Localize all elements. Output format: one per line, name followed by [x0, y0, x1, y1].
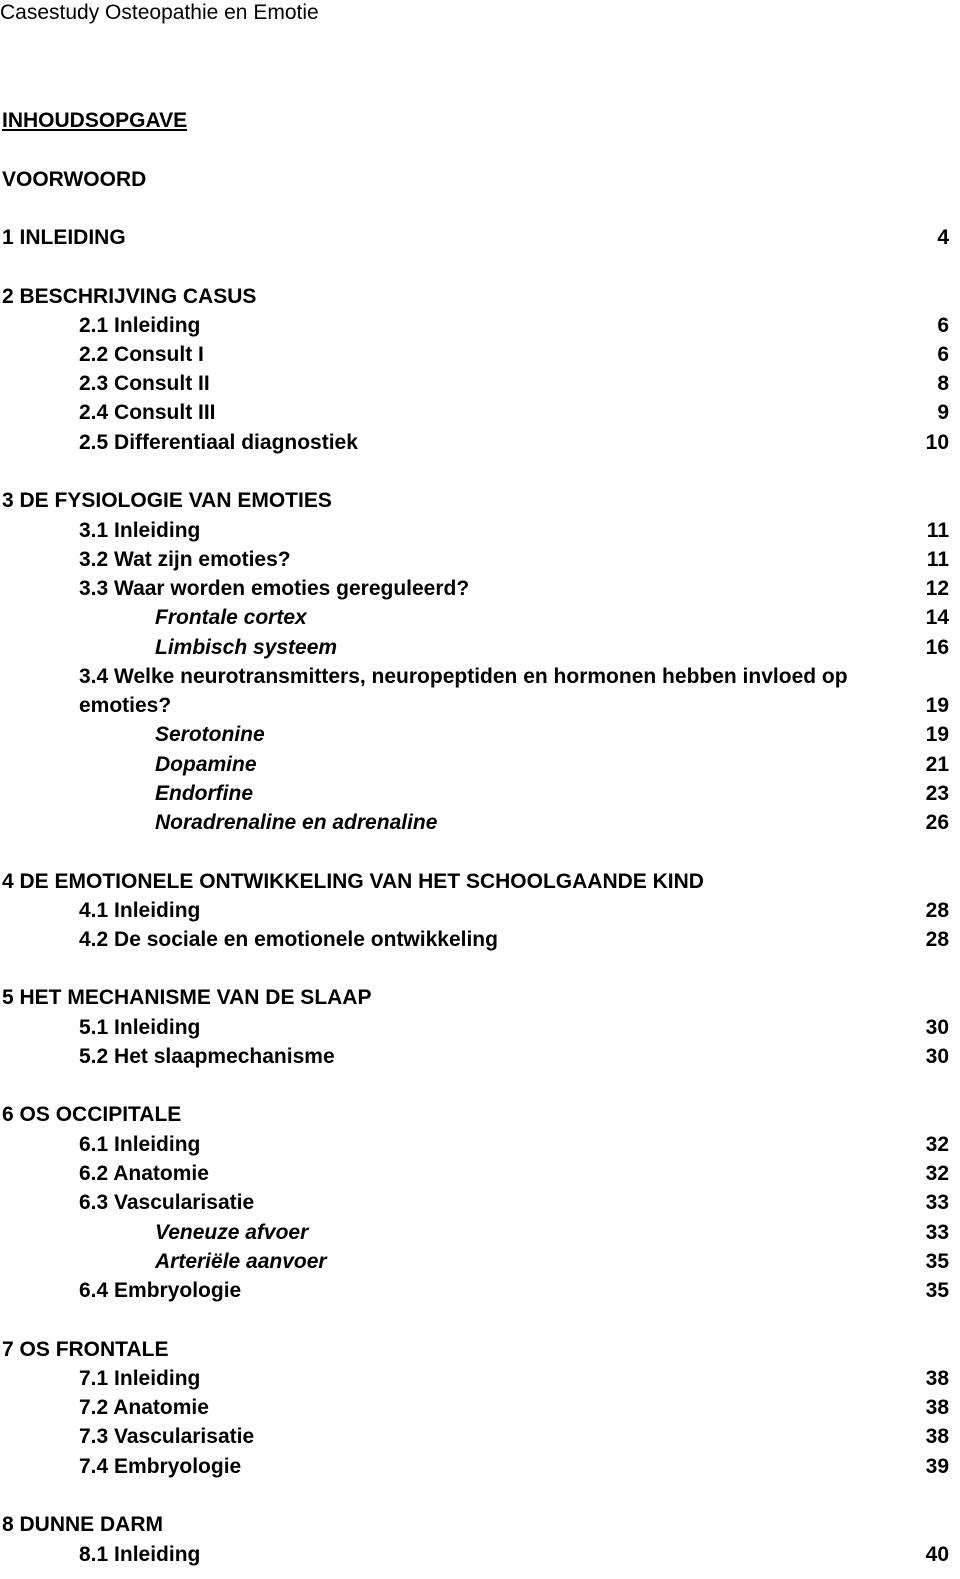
- toc-page-number: 4: [937, 226, 949, 249]
- toc-section: 7.1 Inleiding: [79, 1367, 201, 1390]
- toc-page-number: 21: [925, 753, 949, 776]
- toc-page-number: 14: [925, 606, 949, 629]
- toc-subsection: Dopamine: [155, 753, 257, 776]
- toc-section: 8.1 Inleiding: [79, 1543, 201, 1566]
- toc-page-number: 28: [925, 928, 949, 951]
- toc-chapter: 5 HET MECHANISME VAN DE SLAAP: [2, 986, 372, 1009]
- toc-page-number: 32: [925, 1133, 949, 1156]
- toc-page-number: 11: [926, 519, 949, 542]
- toc-section: 2.5 Differentiaal diagnostiek: [79, 431, 358, 454]
- toc-page-number: 19: [925, 694, 949, 717]
- toc-page-number: 16: [925, 636, 949, 659]
- toc-page-number: 39: [925, 1455, 949, 1478]
- toc-section: 4.2 De sociale en emotionele ontwikkeling: [79, 928, 498, 951]
- toc-page-number: 30: [925, 1045, 949, 1068]
- toc-subsection: Serotonine: [155, 723, 265, 746]
- toc-subsection: Limbisch systeem: [155, 636, 338, 659]
- toc-chapter: 2 BESCHRIJVING CASUS: [2, 285, 257, 308]
- toc-page-number: 28: [925, 899, 949, 922]
- toc-page-number: 35: [925, 1279, 949, 1302]
- toc-page-number: 10: [925, 431, 949, 454]
- toc-subsection: Endorfine: [155, 782, 253, 805]
- toc-page-number: 33: [925, 1191, 949, 1214]
- toc-subsection: Arteriële aanvoer: [155, 1250, 327, 1273]
- document-header-title: Casestudy Osteopathie en Emotie: [0, 1, 319, 24]
- toc-section: 7.2 Anatomie: [79, 1396, 209, 1419]
- toc-section: 2.4 Consult III: [79, 401, 216, 424]
- toc-chapter: 6 OS OCCIPITALE: [2, 1103, 182, 1126]
- toc-section: 4.1 Inleiding: [79, 899, 201, 922]
- toc-section: 2.1 Inleiding: [79, 314, 201, 337]
- toc-page-number: 40: [925, 1543, 949, 1566]
- toc-page-number: 12: [925, 577, 949, 600]
- toc-chapter: 8 DUNNE DARM: [2, 1513, 164, 1536]
- toc-page-number: 26: [925, 811, 949, 834]
- toc-page-number: 8: [937, 372, 949, 395]
- toc-chapter: INHOUDSOPGAVE: [2, 109, 188, 132]
- toc-page-number: 35: [925, 1250, 949, 1273]
- toc-page-number: 32: [925, 1162, 949, 1185]
- toc-page-number: 38: [925, 1425, 949, 1448]
- toc-chapter: 1 INLEIDING: [2, 226, 126, 249]
- toc-chapter: 7 OS FRONTALE: [2, 1338, 169, 1361]
- toc-subsection: Veneuze afvoer: [155, 1221, 309, 1244]
- toc-page-number: 11: [926, 548, 949, 571]
- toc-chapter: 3 DE FYSIOLOGIE VAN EMOTIES: [2, 489, 332, 512]
- toc-section: 7.3 Vascularisatie: [79, 1425, 255, 1448]
- toc-page-number: 23: [925, 782, 949, 805]
- toc-section: 7.4 Embryologie: [79, 1455, 242, 1478]
- toc-section: 2.2 Consult I: [79, 343, 204, 366]
- toc-page-number: 9: [937, 401, 949, 424]
- toc-section: 5.2 Het slaapmechanisme: [79, 1045, 335, 1068]
- toc-section: 6.2 Anatomie: [79, 1162, 209, 1185]
- toc-page-number: 38: [925, 1396, 949, 1419]
- toc-section: 6.4 Embryologie: [79, 1279, 242, 1302]
- toc-section: 6.3 Vascularisatie: [79, 1191, 255, 1214]
- toc-page-number: 6: [937, 314, 949, 337]
- toc-page-number: 33: [925, 1221, 949, 1244]
- toc-subsection: Frontale cortex: [155, 606, 307, 629]
- toc-section: 3.4 Welke neurotransmitters, neuropeptiden en hormonen hebben invloed op: [79, 665, 848, 688]
- toc-chapter: VOORWOORD: [2, 168, 147, 191]
- toc-page-number: 38: [925, 1367, 949, 1390]
- toc-section: 6.1 Inleiding: [79, 1133, 201, 1156]
- toc-section: 3.1 Inleiding: [79, 519, 201, 542]
- toc-chapter: 4 DE EMOTIONELE ONTWIKKELING VAN HET SCHOOLGAANDE KIND: [2, 870, 704, 893]
- toc-section: 2.3 Consult II: [79, 372, 210, 395]
- toc-subsection: Noradrenaline en adrenaline: [155, 811, 438, 834]
- toc-page-number: 6: [937, 343, 949, 366]
- toc-section: 3.2 Wat zijn emoties?: [79, 548, 291, 571]
- toc-page-number: 30: [925, 1016, 949, 1039]
- toc-section: 3.3 Waar worden emoties gereguleerd?: [79, 577, 470, 600]
- toc-page-number: 19: [925, 723, 949, 746]
- toc-section: 5.1 Inleiding: [79, 1016, 201, 1039]
- toc-section: emoties?: [79, 694, 172, 717]
